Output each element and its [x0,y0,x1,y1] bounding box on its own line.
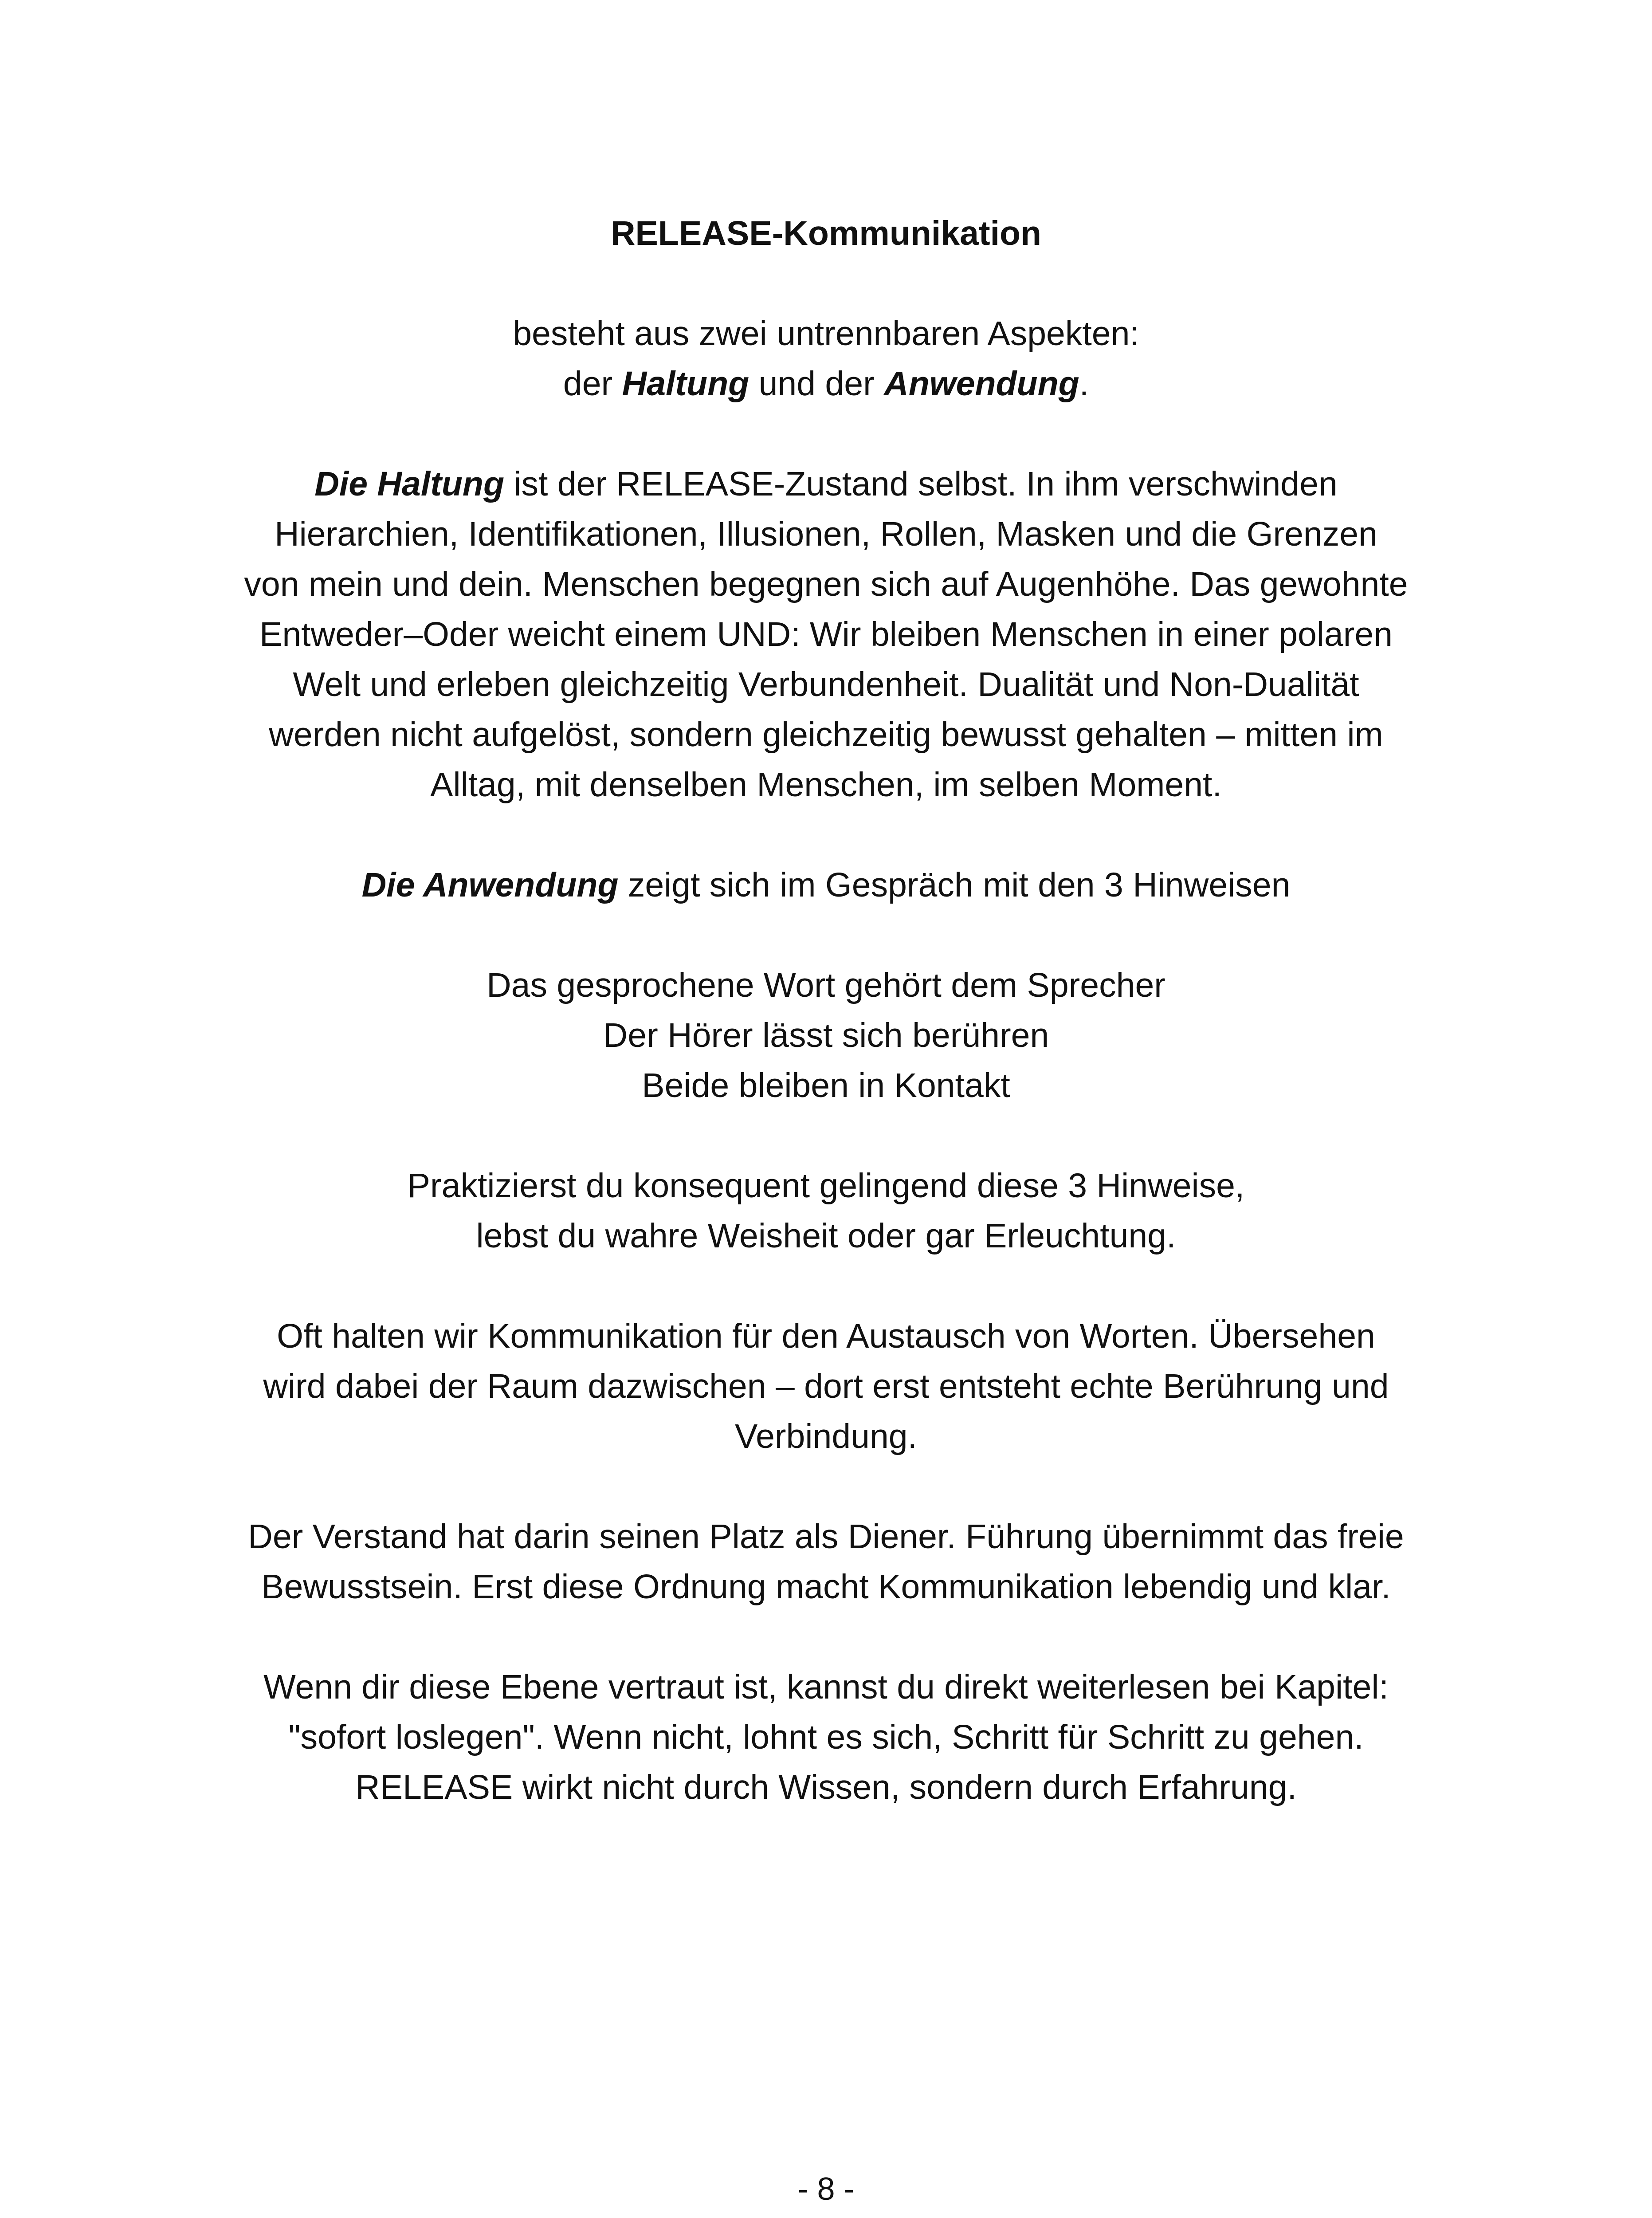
haltung-line-1-rest: ist der RELEASE-Zustand selbst. In ihm verschwinden [504,465,1338,503]
verstand-paragraph [169,1512,1483,1612]
haltung-line: Welt und erleben gleichzeitig Verbundenheit. Dualität und Non-Dualität [293,665,1359,704]
kommunikation-line: wird dabei der Raum dazwischen – dort erst entsteht echte Berührung und [263,1367,1389,1405]
hinweis-item: Der Hörer lässt sich berühren [603,1016,1049,1054]
haltung-line-1 [169,459,1483,509]
intro-paragraph [169,309,1483,409]
haltung-line: Alltag, mit denselben Menschen, im selben Moment. [430,766,1222,804]
praxis-line: lebst du wahre Weisheit oder gar Erleuchtung. [476,1217,1176,1255]
intro-haltung-emphasis: Haltung [622,365,749,403]
haltung-lead: Die Haltung [314,465,505,503]
praxis-line: Praktizierst du konsequent gelingend diese 3 Hinweise, [407,1167,1245,1205]
kommunikation-paragraph [169,1311,1483,1462]
ebene-line: Wenn dir diese Ebene vertraut ist, kannst du direkt weiterlesen bei Kapitel: [263,1668,1389,1706]
intro-text-post: . [1079,365,1089,403]
ebene-line: "sofort loslegen". Wenn nicht, lohnt es sich, Schritt für Schritt zu gehen. [288,1718,1364,1756]
anwendung-paragraph [169,860,1483,910]
kommunikation-line: Oft halten wir Kommunikation für den Austausch von Worten. Übersehen [277,1317,1375,1355]
haltung-line: von mein und dein. Menschen begegnen sich auf Augenhöhe. Das gewohnte [244,565,1408,603]
intro-line-2 [169,359,1483,409]
intro-text-pre: der [563,365,622,403]
kommunikation-line: Verbindung. [734,1417,918,1455]
ebene-line: RELEASE wirkt nicht durch Wissen, sondern durch Erfahrung. [355,1768,1297,1806]
haltung-line: werden nicht aufgelöst, sondern gleichzeitig bewusst gehalten – mitten im [269,716,1383,754]
haltung-line: Entweder–Oder weicht einem UND: Wir bleiben Menschen in einer polaren [259,615,1393,653]
intro-anwendung-emphasis: Anwendung [884,365,1079,403]
praxis-paragraph [169,1161,1483,1261]
hinweise-list [169,960,1483,1111]
page-number: - 8 - [797,2171,855,2207]
intro-line-1: besteht aus zwei untrennbaren Aspekten: [513,315,1139,353]
haltung-line: Hierarchien, Identifikationen, Illusionen, Rollen, Masken und die Grenzen [275,515,1377,553]
anwendung-line [169,860,1483,910]
page-title: RELEASE-Kommunikation [610,214,1042,252]
anwendung-lead: Die Anwendung [361,866,619,904]
hinweis-item: Das gesprochene Wort gehört dem Sprecher [487,966,1165,1004]
page-content [169,208,1483,1863]
intro-text-mid: und der [749,365,884,403]
anwendung-rest: zeigt sich im Gespräch mit den 3 Hinweisen [618,866,1291,904]
verstand-line: Bewusstsein. Erst diese Ordnung macht Kommunikation lebendig und klar. [261,1568,1391,1606]
hinweis-item: Beide bleiben in Kontakt [642,1066,1010,1105]
haltung-paragraph [169,459,1483,810]
verstand-line: Der Verstand hat darin seinen Platz als Diener. Führung übernimmt das freie [248,1518,1404,1556]
ebene-paragraph [169,1662,1483,1813]
